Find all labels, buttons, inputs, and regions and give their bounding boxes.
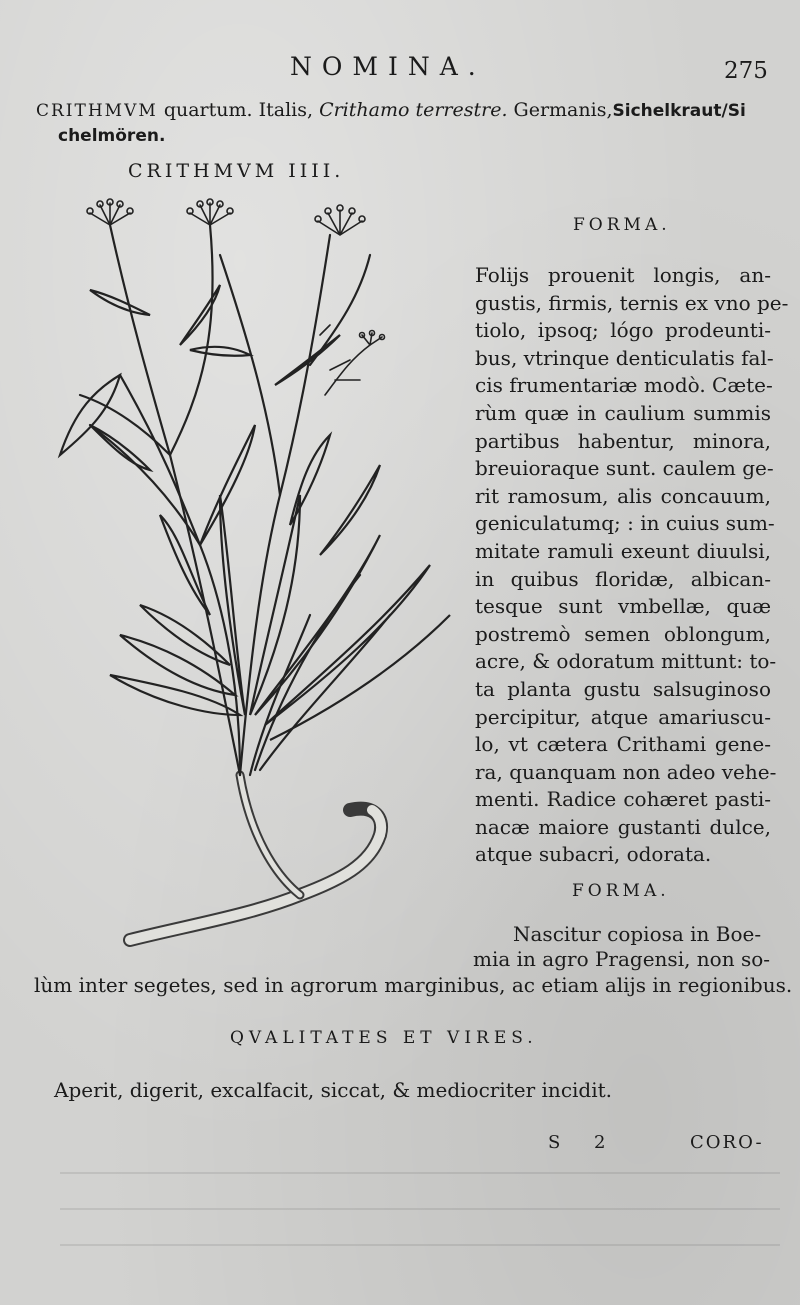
section-heading-forma-1: FORMA. (573, 215, 671, 235)
intro-line-2: chelmören. (58, 126, 166, 146)
intro-after: Germanis, (507, 99, 613, 121)
intro-italic: Crithamo terrestre. (319, 99, 508, 121)
catchword: CORO- (690, 1132, 764, 1153)
intro-line (36, 96, 776, 125)
description-line: mitate ramuli exeunt diuulsi, (475, 538, 771, 563)
qualities-text: Aperit, digerit, excalfacit, siccat, & mediocriter incidit. (54, 1078, 613, 1102)
intro-german-name: Sichelkraut/Si (612, 101, 746, 121)
intro-lead-caps: CRITHMVM (36, 101, 158, 121)
plant-title: CRITHMVM IIII. (128, 160, 345, 182)
description-line: rùm quæ in caulium summis (475, 400, 771, 425)
page-number: 275 (724, 58, 768, 84)
description-line: percipitur, atque amariuscu- (475, 704, 771, 729)
running-header: NOMINA. (290, 52, 486, 81)
signature-mark: S 2 (548, 1132, 620, 1153)
description-line: postremò semen oblongum, (475, 621, 771, 646)
description-line: atque subacri, odorata. (475, 842, 712, 867)
description-line: bus, vtrinque denticulatis fal- (475, 345, 774, 370)
habitat-line-2: mia in agro Pragensi, non so- (473, 947, 771, 971)
description-text (475, 262, 789, 869)
description-line: gustis, firmis, ternis ex vno pe- (475, 290, 789, 315)
description-line: lo, vt cætera Crithami gene- (475, 732, 771, 757)
description-line: breuioraque sunt. caulem ge- (475, 456, 774, 481)
section-heading-forma-2: FORMA. (572, 881, 670, 901)
habitat-line-3: lùm inter segetes, sed in agrorum marginibus, ac etiam alijs in regionibus. (34, 973, 793, 997)
description-line: partibus habentur, minora, (475, 428, 771, 453)
description-line: cis frumentariæ modò. Cæte- (475, 373, 773, 398)
description-line: ra, quanquam non adeo vehe- (475, 759, 777, 784)
intro-text: quartum. Italis, (157, 99, 320, 121)
habitat-line-1: Nascitur copiosa in Boe- (513, 922, 762, 946)
description-line: nacæ maiore gustanti dulce, (475, 814, 771, 839)
description-line: rit ramosum, alis concauum, (475, 483, 771, 508)
description-line: geniculatumq; : in cuius sum- (475, 511, 775, 536)
section-heading-qualitates: QVALITATES ET VIRES. (230, 1028, 538, 1048)
description-line: ta planta gustu salsuginoso (475, 676, 771, 701)
description-line: tiolo, ipsoq; lógo prodeunti- (475, 318, 771, 343)
description-line: tesque sunt vmbellæ, quæ (475, 594, 771, 619)
description-line: menti. Radice cohæret pasti- (475, 787, 771, 812)
plant-woodcut-illustration (50, 195, 480, 975)
description-line: in quibus floridæ, albican- (475, 566, 771, 591)
description-line: acre, & odoratum mittunt: to- (475, 649, 777, 674)
show-through-bleed (60, 1160, 780, 1270)
description-line: Folijs prouenit longis, an- (475, 263, 771, 287)
